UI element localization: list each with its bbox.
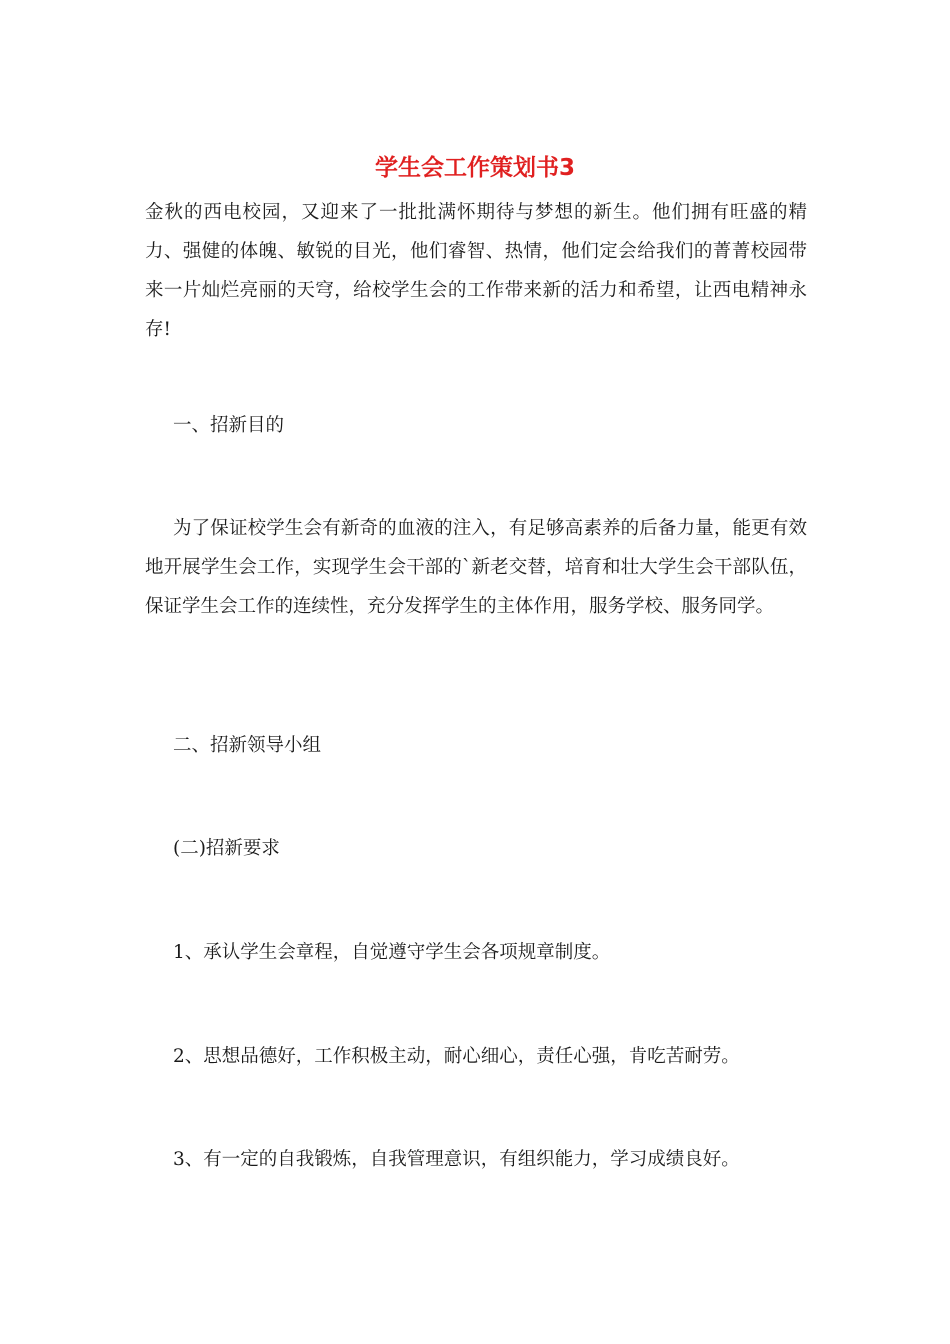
purpose-paragraph: 为了保证校学生会有新奇的血液的注入，有足够高素养的后备力量，能更有效地开展学生会工作，实现学生会干部的`新老交替，培育和壮大学生会干部队伍，保证学生会工作的连续性，充分发挥学生的主体作用，服务学校、服务同学。 xyxy=(145,518,807,617)
intro-paragraph: 金秋的西电校园，又迎来了一批批满怀期待与梦想的新生。他们拥有旺盛的精力、强健的体魄、敏锐的目光，他们睿智、热情，他们定会给我们的菁菁校园带来一片灿烂亮丽的天穹，给校学生会的工作带来新的活力和希望，让西电精神永存! xyxy=(145,202,807,340)
subsection-heading-requirements: (二)招新要求 xyxy=(173,838,280,859)
requirement-item: 3、有一定的自我锻炼，自我管理意识，有组织能力，学习成绩良好。 xyxy=(173,1149,740,1170)
document-title: 学生会工作策划书3 xyxy=(374,155,575,181)
section-heading-purpose: 一、招新目的 xyxy=(173,415,285,436)
requirement-item: 1、承认学生会章程，自觉遵守学生会各项规章制度。 xyxy=(173,942,611,963)
section-heading-leadership: 二、招新领导小组 xyxy=(173,735,322,756)
requirement-item: 2、思想品德好，工作积极主动，耐心细心，责任心强，肯吃苦耐劳。 xyxy=(173,1046,740,1067)
